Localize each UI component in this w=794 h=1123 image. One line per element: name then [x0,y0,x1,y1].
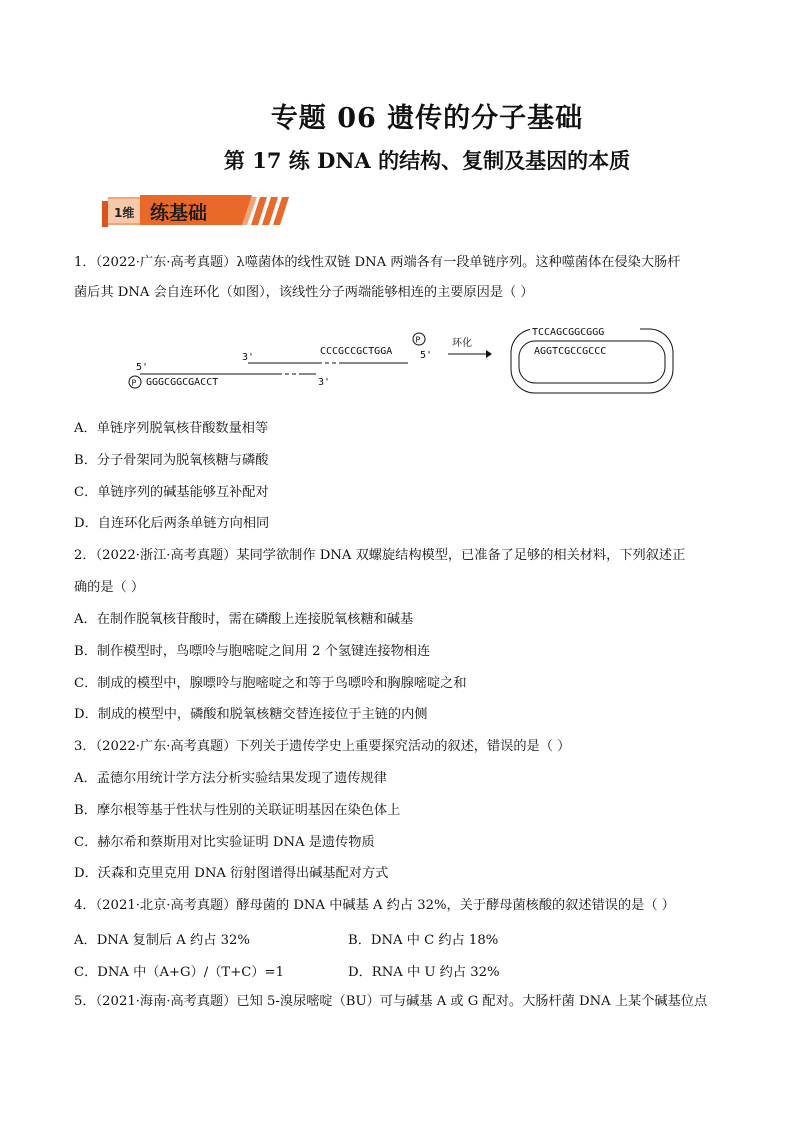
q3-option-b: B．摩尔根等基于性状与性别的关联证明基因在染色体上 [74,803,401,818]
q2-stem-line1: 2．（2022·浙江·高考真题）某同学欲制作 DNA 双螺旋结构模型，已准备了足够的相关材料，下列叙述正 [74,548,686,563]
q3-option-c: C．赫尔希和蔡斯用对比实验证明 DNA 是遗传物质 [74,835,375,850]
q5-stem: 5．（2021·海南·高考真题）已知 5-溴尿嘧啶（BU）可与碱基 A 或 G 配对。大肠杆菌 DNA 上某个碱基位点 [74,994,708,1009]
q1-option-a: A．单链序列脱氧核苷酸数量相等 [74,421,269,436]
end-5-top: 5' [420,350,433,361]
end-3-top: 3' [242,352,255,363]
dna-cyclization-diagram [118,322,678,402]
q4-option-b: B．DNA 中 C 约占 18% [348,933,499,948]
q4-option-a: A．DNA 复制后 A 约占 32% [74,933,250,948]
q4-stem: 4．（2021·北京·高考真题）酵母菌的 DNA 中碱基 A 约占 32%，关于酵母菌核酸的叙述错误的是（ ） [74,898,675,913]
q2-option-b: B．制作模型时，鸟嘌呤与胞嘧啶之间用 2 个氢键连接物相连 [74,644,431,659]
q3-option-a: A．孟德尔用统计学方法分析实验结果发现了遗传规律 [74,771,387,786]
end-5-bottom: 5' [136,362,149,373]
phosphate-right: P [415,335,421,345]
page-title: 专题 06 遗传的分子基础 [270,103,584,134]
seq-bottom: GGGCGGCGACCT [146,377,219,388]
q2-option-d: D．制成的模型中，磷酸和脱氧核糖交替连接位于主链的内侧 [74,707,428,722]
q2-option-a: A．在制作脱氧核苷酸时，需在磷酸上连接脱氧核糖和碱基 [74,612,414,627]
q2-option-c: C．制成的模型中，腺嘌呤与胞嘧啶之和等于鸟嘌呤和胸腺嘧啶之和 [74,676,467,691]
page-subtitle: 第 17 练 DNA 的结构、复制及基因的本质 [223,148,631,173]
banner-tag: 1维 [114,206,135,220]
ring-seq-top: TCCAGCGGCGGG [532,327,605,338]
seq-top: CCCGCCGCTGGA [320,346,393,357]
q1-option-d: D．自连环化后两条单链方向相同 [74,516,270,531]
q4-option-c: C．DNA 中（A+G）/（T+C）=1 [74,965,284,980]
banner-label: 练基础 [150,202,208,224]
q1-option-c: C．单链序列的碱基能够互补配对 [74,485,269,500]
arrow-label: 环化 [452,338,472,349]
section-banner [102,191,292,231]
q1-stem-line1: 1．（2022·广东·高考真题）λ噬菌体的线性双链 DNA 两端各有一段单链序列。这种噬菌体在侵染大肠杆 [74,255,681,270]
q3-option-d: D．沃森和克里克用 DNA 衍射图谱得出碱基配对方式 [74,866,389,881]
q1-option-b: B．分子骨架同为脱氧核糖与磷酸 [74,453,269,468]
q3-stem: 3．（2022·广东·高考真题）下列关于遗传学史上重要探究活动的叙述，错误的是（ ） [74,739,571,754]
q1-stem-line2: 菌后其 DNA 会自连环化（如图），该线性分子两端能够相连的主要原因是（ ） [74,285,534,300]
phosphate-left: P [131,378,137,388]
end-3-bottom: 3' [318,377,331,388]
q2-stem-line2: 确的是（ ） [74,580,145,595]
ring-seq-bottom: AGGTCGCCGCCC [534,346,607,357]
q4-option-d: D．RNA 中 U 约占 32% [348,965,500,980]
